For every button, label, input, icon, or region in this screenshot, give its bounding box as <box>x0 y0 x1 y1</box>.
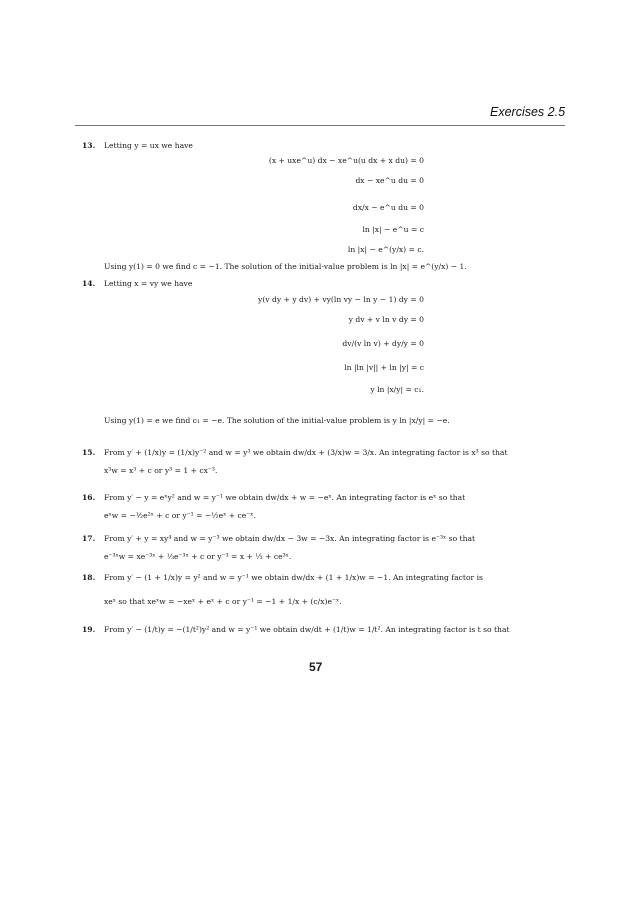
ex13-eq-3: dx/x − e^u du = 0 <box>352 203 424 212</box>
exercise-18-line-1: From y′ − (1 + 1/x)y = y² and w = y⁻¹ we obtain dw/dx + (1 + 1/x)w = −1. An integrating factor is <box>104 573 483 582</box>
ex14-eq-4: ln |ln |v|| + ln |y| = c <box>344 363 424 372</box>
exercise-15-line-2: x³w = x³ + c or y³ = 1 + cx⁻³. <box>104 466 218 475</box>
exercise-14-number: 14. <box>82 279 96 288</box>
exercise-13-intro: Letting y = ux we have <box>104 141 193 150</box>
ex14-eq-1: y(v dy + y dv) + vy(ln vy − ln y − 1) dy = 0 <box>258 295 424 304</box>
exercise-16-number: 16. <box>82 493 96 502</box>
exercise-16-line-1: From y′ − y = eˣy² and w = y⁻¹ we obtain dw/dx + w = −eˣ. An integrating factor is eˣ so that <box>104 493 466 502</box>
exercise-15-number: 15. <box>82 448 96 457</box>
page-number: 57 <box>309 660 323 674</box>
exercise-17-line-1: From y′ + y = xy⁴ and w = y⁻³ we obtain dw/dx − 3w = −3x. An integrating factor is e⁻³ˣ so that <box>104 534 476 543</box>
exercise-15-line-1: From y′ + (1/x)y = (1/x)y⁻² and w = y³ we obtain dw/dx + (3/x)w = 3/x. An integrating factor is x³ so that <box>104 448 508 457</box>
exercise-19-line-1: From y′ − (1/t)y = −(1/t²)y² and w = y⁻¹ we obtain dw/dt + (1/t)w = 1/t². An integrating factor is t so that <box>104 625 510 634</box>
exercise-14-intro: Letting x = vy we have <box>104 279 193 288</box>
header-rule <box>75 125 565 126</box>
ex13-eq-2: dx − xe^u du = 0 <box>355 176 424 185</box>
ex13-eq-1: (x + uxe^u) dx − xe^u(u dx + x du) = 0 <box>268 156 424 165</box>
exercise-18-line-2: xeˣ so that xeˣw = −xeˣ + eˣ + c or y⁻¹ = −1 + 1/x + (c/x)e⁻ˣ. <box>104 597 342 606</box>
section-header: Exercises 2.5 <box>490 105 566 119</box>
exercise-19-number: 19. <box>82 625 96 634</box>
exercise-17-line-2: e⁻³ˣw = xe⁻³ˣ + ⅓e⁻³ˣ + c or y⁻³ = x + ⅓ + ce³ˣ. <box>104 552 292 561</box>
ex14-eq-5: y ln |x/y| = c₁. <box>370 385 424 394</box>
exercise-17-number: 17. <box>82 534 96 543</box>
ex14-eq-3: dv/(v ln v) + dy/y = 0 <box>342 339 424 348</box>
exercise-14-conclusion: Using y(1) = e we find c₁ = −e. The solution of the initial-value problem is y ln |x/y| = −e. <box>104 416 450 425</box>
ex13-eq-4: ln |x| − e^u = c <box>362 225 424 234</box>
exercise-13-number: 13. <box>82 141 96 150</box>
exercise-18-number: 18. <box>82 573 96 582</box>
exercise-13-conclusion: Using y(1) = 0 we find c = −1. The solution of the initial-value problem is ln |x| = e^(y/x) − 1. <box>104 262 467 271</box>
exercise-16-line-2: eˣw = −½e²ˣ + c or y⁻¹ = −½eˣ + ce⁻ˣ. <box>104 511 256 520</box>
ex14-eq-2: y dv + v ln v dy = 0 <box>348 315 424 324</box>
ex13-eq-5: ln |x| − e^(y/x) = c. <box>347 245 424 254</box>
